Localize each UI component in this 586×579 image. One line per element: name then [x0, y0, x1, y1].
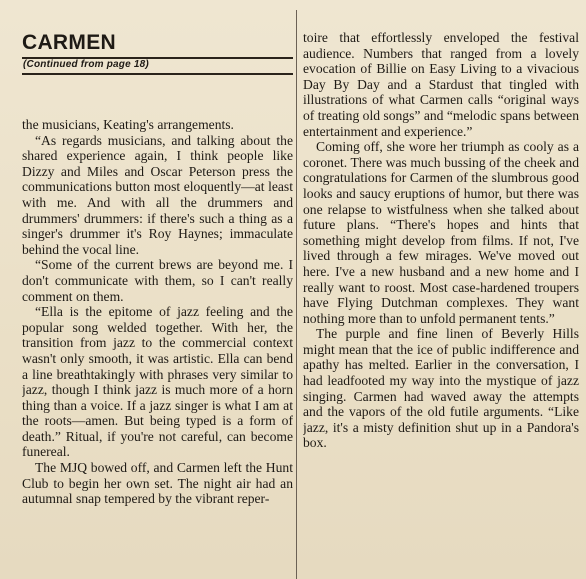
paragraph: The purple and fine linen of Beverly Hills might mean that the ice of public indifference and apathy has melted. Earlier in the conversation, I had leadfooted my way into the mystique of jazz singing. Carmen had waved away the attempts and the vapors of the old futile arguments. “Like jazz, it's a misty definition shut up in a Pandora's box.: [303, 326, 579, 451]
paragraph: the musicians, Keating's arrangements.: [22, 117, 234, 132]
left-column-text: [22, 117, 293, 507]
column-divider: [296, 10, 297, 579]
paragraph: “As regards musicians, and talking about the shared experience again, I think people like Dizzy and Miles and Oscar Peterson press the communications button most eloquently—at least with me. And with all the drummers and drummers' drummers: if there's such a thing as a singer's drummer it's Roy Haynes; immaculate behind the vocal line.: [22, 132, 293, 257]
article-heading: [22, 0, 293, 88]
right-column-text: [303, 30, 579, 451]
right-column: [303, 0, 579, 579]
paragraph: toire that effortlessly enveloped the festival audience. Numbers that ranged from a lovely evocation of Billie on Easy Living to a vivacious Day By Day and a Stardust that tingled with illustrations of what Carmen calls “original ways of treating old songs” and “melodic spans between entertainment and experience.”: [303, 30, 579, 139]
paragraph: “Ella is the epitome of jazz feeling and the popular song welded together. With her, the transition from jazz to the commercial context wasn't only smooth, it was artistic. Ella can bend a line breathtakingly with phrases very similar to jazz, though I think jazz is much more of a horn thing than a voice. If a jazz singer is what I am at the roots—amen. But being typed is a form of death.” Ritual, if you're not careful, can become funereal.: [22, 304, 293, 460]
paragraph: Coming off, she wore her triumph as cooly as a coronet. There was much bussing of the cheek and congratulations for Carmen of the slumbrous good looks and saucy eruptions of humor, but there was one relapse to wistfulness when she talked about future plans. “There's hopes and hints that something might develop from films. If not, I've lived through a few mirages. We've moved out here. I've a new husband and a new home and I really want to roost. Most case-hardened troupers have Flying Dutchman complexes. They want nothing more than to unfold permanent tents.”: [303, 139, 579, 326]
article-title: CARMEN: [22, 31, 116, 54]
title-rule-bottom: [22, 73, 293, 75]
paragraph: “Some of the current brews are beyond me. I don't communicate with them, so I can't really comment on them.: [22, 257, 293, 304]
continued-note: (Continued from page 18): [23, 59, 149, 70]
paragraph: The MJQ bowed off, and Carmen left the Hunt Club to begin her own set. The night air had an autumnal snap tempered by the vibrant reper-: [22, 460, 293, 507]
left-column: [22, 0, 293, 579]
